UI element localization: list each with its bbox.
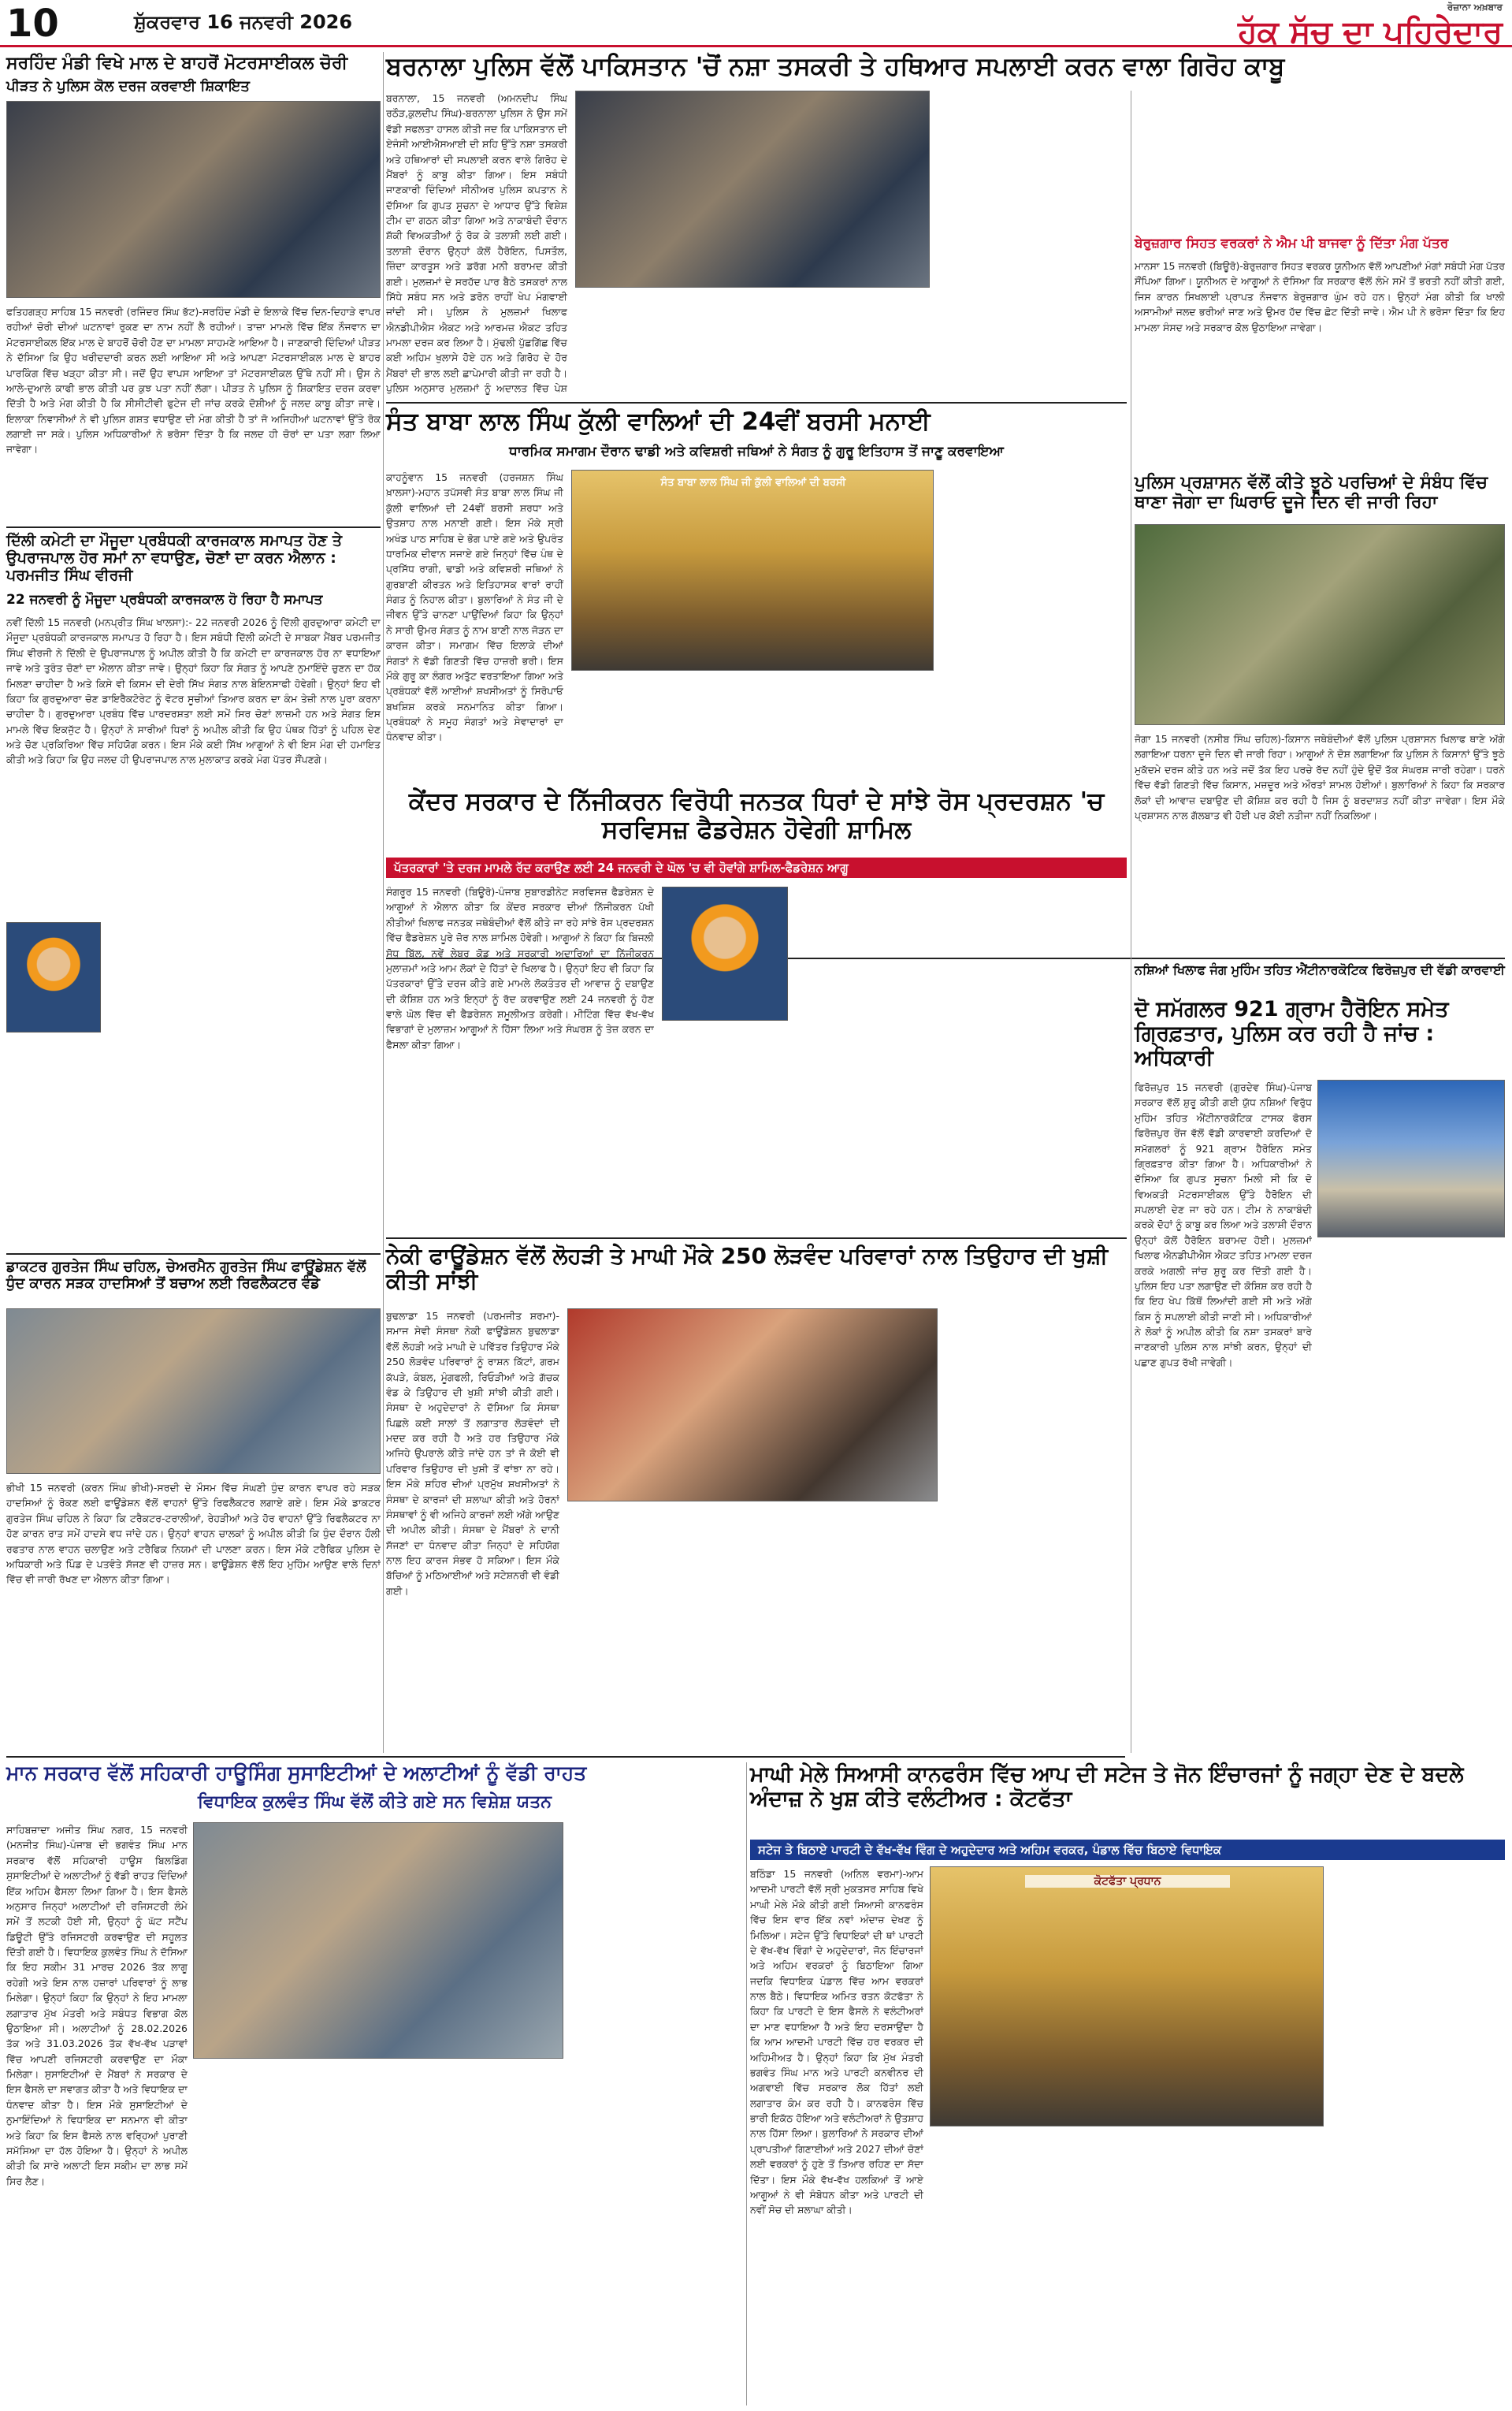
body-heroin-cont: [1317, 1244, 1505, 1748]
subhead-barsi: ਧਾਰਮਿਕ ਸਮਾਗਮ ਦੌਰਾਨ ਢਾਡੀ ਅਤੇ ਕਵਿਸ਼ਰੀ ਜਥਿਆਂ ਨੇ ਸੰਗਤ ਨੂੰ ਗੁਰੂ ਇਤਿਹਾਸ ਤੋਂ ਜਾਣੂ ਕਰਵਾਇਆ: [509, 444, 1004, 460]
headline-housing: ਮਾਨ ਸਰਕਾਰ ਵੱਲੋਂ ਸਹਿਕਾਰੀ ਹਾਊਸਿੰਗ ਸੁਸਾਇਟੀਆਂ ਦੇ ਅਲਾਟੀਆਂ ਨੂੰ ਵੱਡੀ ਰਾਹਤ: [6, 1762, 587, 1784]
photo-police-press: [6, 101, 381, 298]
photo-protest-crowd: [1135, 524, 1505, 725]
logo-text: ਹੱਕ ਸੱਚ ਦਾ ਪਹਿਰੇਦਾਰ: [1238, 13, 1503, 50]
page-number: 10: [6, 2, 59, 46]
body-barnala-cont2: [938, 91, 1127, 398]
photo-lohri-distribution: [567, 1308, 938, 1501]
headline-reflectors: ਡਾਕਟਰ ਗੁਰਤੇਜ ਸਿੰਘ ਚਹਿਲ, ਚੇਅਰਮੈਨ ਗੁਰਤੇਜ ਸਿੰਘ ਫਾਊਂਡੇਸ਼ਨ ਵੱਲੋਂ ਧੁੰਦ ਕਾਰਨ ਸੜਕ ਹਾਦਸਿਆਂ ਤੋਂ ਬਚਾਅ ਲਈ ਰਿਫਲੈਕਟਰ ਵੰਡੇ: [6, 1259, 366, 1292]
subhead-motorcycle: ਪੀੜਤ ਨੇ ਪੁਲਿਸ ਕੋਲ ਦਰਜ ਕਰਵਾਈ ਸ਼ਿਕਾਇਤ: [6, 78, 250, 95]
band-maghi: ਸਟੇਜ ਤੇ ਬਿਠਾਏ ਪਾਰਟੀ ਦੇ ਵੱਖ-ਵੱਖ ਵਿੰਗ ਦੇ ਅਹੁਦੇਦਾਰ ਅਤੇ ਅਹਿਮ ਵਰਕਰ, ਪੰਡਾਲ ਵਿੱਚ ਬਿਠਾਏ ਵਿਧਾਇਕ: [750, 1840, 1505, 1860]
stage-banner-text: ਸੰਤ ਬਾਬਾ ਲਾਲ ਸਿੰਘ ਜੀ ਕੁੱਲੀ ਵਾਲਿਆਂ ਦੀ ਬਰਸੀ: [660, 477, 846, 489]
body-barnala-cont3: [1135, 91, 1505, 233]
body-barsi-cont2: [942, 470, 1127, 781]
body-reflectors: ਭੀਖੀ 15 ਜਨਵਰੀ (ਕਰਨ ਸਿੰਘ ਭੀਖੀ)-ਸਰਦੀ ਦੇ ਮੌਸਮ ਵਿੱਚ ਸੰਘਣੀ ਧੁੰਦ ਕਾਰਨ ਵਾਪਰ ਰਹੇ ਸੜਕ ਹਾਦਸਿਆਂ ਨੂੰ ਰੋਕਣ ਲਈ ਫਾਊਂਡੇਸ਼ਨ ਵੱਲੋਂ ਵਾਹਨਾਂ ਉੱਤੇ ਰਿਫਲੈਕਟਰ ਲਗਾਏ ਗਏ। ਇਸ ਮੌਕੇ ਡਾਕਟਰ ਗੁਰਤੇਜ ਸਿੰਘ ਚਹਿਲ ਨੇ ਕਿਹਾ ਕਿ ਟਰੈਕਟਰ-ਟਰਾਲੀਆਂ, ਰੇਹੜੀਆਂ ਅਤੇ ਹੋਰ ਵਾਹਨਾਂ ਉੱਤੇ ਰਿਫਲੈਕਟਰ ਨਾ ਹੋਣ ਕਾਰਨ ਰਾਤ ਸਮੇਂ ਹਾਦਸੇ ਵਧ ਜਾਂਦੇ ਹਨ। ਉਨ੍ਹਾਂ ਵਾਹਨ ਚਾਲਕਾਂ ਨੂੰ ਅਪੀਲ ਕੀਤੀ ਕਿ ਧੁੰਦ ਦੌਰਾਨ ਹੌਲੀ ਰਫਤਾਰ ਨਾਲ ਵਾਹਨ ਚਲਾਉਣ ਅਤੇ ਟਰੈਫਿਕ ਨਿਯਮਾਂ ਦੀ ਪਾਲਣਾ ਕਰਨ। ਇਸ ਮੌਕੇ ਟਰੈਫਿਕ ਪੁਲਿਸ ਦੇ ਅਧਿਕਾਰੀ ਅਤੇ ਪਿੰਡ ਦੇ ਪਤਵੰਤੇ ਸੱਜਣ ਵੀ ਹਾਜ਼ਰ ਸਨ। ਫਾਊਂਡੇਸ਼ਨ ਵੱਲੋਂ ਇਹ ਮੁਹਿੰਮ ਆਉਣ ਵਾਲੇ ਦਿਨਾਂ ਵਿੱਚ ਵੀ ਜਾਰੀ ਰੱਖਣ ਦਾ ਐਲਾਨ ਕੀਤਾ ਗਿਆ।: [6, 1482, 381, 1586]
body-protest: ਜੋਗਾ 15 ਜਨਵਰੀ (ਨਸੀਬ ਸਿੰਘ ਚਹਿਲ)-ਕਿਸਾਨ ਜਥੇਬੰਦੀਆਂ ਵੱਲੋਂ ਪੁਲਿਸ ਪ੍ਰਸ਼ਾਸਨ ਖਿਲਾਫ ਥਾਣੇ ਅੱਗੇ ਲਗਾਇਆ ਧਰਨਾ ਦੂਜੇ ਦਿਨ ਵੀ ਜਾਰੀ ਰਿਹਾ। ਆਗੂਆਂ ਨੇ ਦੋਸ਼ ਲਗਾਇਆ ਕਿ ਪੁਲਿਸ ਨੇ ਕਿਸਾਨਾਂ ਉੱਤੇ ਝੂਠੇ ਮੁਕੱਦਮੇ ਦਰਜ ਕੀਤੇ ਹਨ ਅਤੇ ਜਦੋਂ ਤੱਕ ਇਹ ਪਰਚੇ ਰੱਦ ਨਹੀਂ ਹੁੰਦੇ ਉਦੋਂ ਤੱਕ ਸੰਘਰਸ਼ ਜਾਰੀ ਰਹੇਗਾ। ਧਰਨੇ ਵਿੱਚ ਵੱਡੀ ਗਿਣਤੀ ਵਿੱਚ ਕਿਸਾਨ, ਮਜ਼ਦੂਰ ਅਤੇ ਔਰਤਾਂ ਸ਼ਾਮਲ ਹੋਈਆਂ। ਬੁਲਾਰਿਆਂ ਨੇ ਕਿਹਾ ਕਿ ਸਰਕਾਰ ਲੋਕਾਂ ਦੀ ਆਵਾਜ਼ ਦਬਾਉਣ ਦੀ ਕੋਸ਼ਿਸ਼ ਕਰ ਰਹੀ ਹੈ ਜਿਸ ਨੂੰ ਬਰਦਾਸ਼ਤ ਨਹੀਂ ਕੀਤਾ ਜਾਵੇਗਾ। ਇਸ ਮੌਕੇ ਪ੍ਰਸ਼ਾਸਨ ਨਾਲ ਗੱਲਬਾਤ ਵੀ ਹੋਈ ਪਰ ਕੋਈ ਨਤੀਜਾ ਨਹੀਂ ਨਿਕਲਿਆ।: [1135, 733, 1505, 821]
body-delhi-cont: [107, 922, 381, 1245]
logo-tagline: ਰੋਜ਼ਾਨਾ ਅਖ਼ਬਾਰ: [1447, 2, 1503, 13]
photo-banner-text: ਕੋਟਫੱਤਾ ਪ੍ਰਧਾਨ: [1025, 1875, 1230, 1888]
headline-maghi: ਮਾਘੀ ਮੇਲੇ ਸਿਆਸੀ ਕਾਨਫਰੰਸ ਵਿੱਚ ਆਪ ਦੀ ਸਟੇਜ ਤੇ ਜੋਨ ਇੰਚਾਰਜਾਂ ਨੂੰ ਜਗ੍ਹਾ ਦੇਣ ਦੇ ਬਦਲੇ ਅੰਦਾਜ਼ ਨੇ ਖੁਸ਼ ਕੀਤੇ ਵਲੰਟੀਅਰ : ਕੋਟਫੱਤਾ: [750, 1762, 1464, 1812]
newspaper-logo: [1238, 2, 1503, 50]
body-privatization-cont: [796, 884, 1127, 1231]
body-health-workers: ਮਾਨਸਾ 15 ਜਨਵਰੀ (ਬਿਊਰੋ)-ਬੇਰੁਜ਼ਗਾਰ ਸਿਹਤ ਵਰਕਰ ਯੂਨੀਅਨ ਵੱਲੋਂ ਆਪਣੀਆਂ ਮੰਗਾਂ ਸਬੰਧੀ ਮੰਗ ਪੱਤਰ ਸੌਂਪਿਆ ਗਿਆ। ਯੂਨੀਅਨ ਦੇ ਆਗੂਆਂ ਨੇ ਦੱਸਿਆ ਕਿ ਸਰਕਾਰ ਵੱਲੋਂ ਲੰਮੇ ਸਮੇਂ ਤੋਂ ਭਰਤੀ ਨਹੀਂ ਕੀਤੀ ਗਈ, ਜਿਸ ਕਾਰਨ ਸਿਖਲਾਈ ਪ੍ਰਾਪਤ ਨੌਜਵਾਨ ਬੇਰੁਜ਼ਗਾਰ ਘੁੰਮ ਰਹੇ ਹਨ। ਉਨ੍ਹਾਂ ਮੰਗ ਕੀਤੀ ਕਿ ਖਾਲੀ ਅਸਾਮੀਆਂ ਜਲਦ ਭਰੀਆਂ ਜਾਣ ਅਤੇ ਉਮਰ ਹੱਦ ਵਿੱਚ ਛੋਟ ਦਿੱਤੀ ਜਾਵੇ। ਐਮ ਪੀ ਨੇ ਭਰੋਸਾ ਦਿੱਤਾ ਕਿ ਇਹ ਮਾਮਲਾ ਸੰਸਦ ਅਤੇ ਸਰਕਾਰ ਕੋਲ ਉਠਾਇਆ ਜਾਵੇਗਾ।: [1135, 260, 1505, 333]
body-lohri-cont2: [945, 1308, 1127, 1750]
body-privatization: ਸੰਗਰੂਰ 15 ਜਨਵਰੀ (ਬਿਊਰੋ)-ਪੰਜਾਬ ਸੁਬਾਰਡੀਨੇਟ ਸਰਵਿਸਜ਼ ਫੈਡਰੇਸ਼ਨ ਦੇ ਆਗੂਆਂ ਨੇ ਐਲਾਨ ਕੀਤਾ ਕਿ ਕੇਂਦਰ ਸਰਕਾਰ ਦੀਆਂ ਨਿੱਜੀਕਰਨ ਪੱਖੀ ਨੀਤੀਆਂ ਖਿਲਾਫ ਜਨਤਕ ਜਥੇਬੰਦੀਆਂ ਵੱਲੋਂ ਕੀਤੇ ਜਾ ਰਹੇ ਸਾਂਝੇ ਰੋਸ ਪ੍ਰਦਰਸ਼ਨ ਵਿੱਚ ਫੈਡਰੇਸ਼ਨ ਪੂਰੇ ਜ਼ੋਰ ਨਾਲ ਸ਼ਾਮਿਲ ਹੋਵੇਗੀ। ਆਗੂਆਂ ਨੇ ਕਿਹਾ ਕਿ ਬਿਜਲੀ ਸੋਧ ਬਿੱਲ, ਨਵੇਂ ਲੇਬਰ ਕੋਡ ਅਤੇ ਸਰਕਾਰੀ ਅਦਾਰਿਆਂ ਦਾ ਨਿੱਜੀਕਰਨ ਮੁਲਾਜ਼ਮਾਂ ਅਤੇ ਆਮ ਲੋਕਾਂ ਦੇ ਹਿੱਤਾਂ ਦੇ ਖਿਲਾਫ ਹੈ। ਉਨ੍ਹਾਂ ਇਹ ਵੀ ਕਿਹਾ ਕਿ ਪੱਤਰਕਾਰਾਂ ਉੱਤੇ ਦਰਜ ਕੀਤੇ ਗਏ ਮਾਮਲੇ ਲੋਕਤੰਤਰ ਦੀ ਆਵਾਜ਼ ਨੂੰ ਦਬਾਉਣ ਦੀ ਕੋਸ਼ਿਸ਼ ਹਨ ਅਤੇ ਇਨ੍ਹਾਂ ਨੂੰ ਰੱਦ ਕਰਵਾਉਣ ਲਈ 24 ਜਨਵਰੀ ਨੂੰ ਹੋਣ ਵਾਲੇ ਘੋਲ ਵਿੱਚ ਵੀ ਫੈਡਰੇਸ਼ਨ ਸ਼ਮੂਲੀਅਤ ਕਰੇਗੀ। ਮੀਟਿੰਗ ਵਿੱਚ ਵੱਖ-ਵੱਖ ਵਿਭਾਗਾਂ ਦੇ ਮੁਲਾਜ਼ਮ ਆਗੂਆਂ ਨੇ ਹਿੱਸਾ ਲਿਆ ਅਤੇ ਸੰਘਰਸ਼ ਨੂੰ ਤੇਜ਼ ਕਰਨ ਦਾ ਫੈਸਲਾ ਕੀਤਾ ਗਿਆ।: [386, 886, 654, 1051]
body-maghi-cont: [930, 2132, 1324, 2405]
headline-health-workers: ਬੇਰੁਜ਼ਗਾਰ ਸਿਹਤ ਵਰਕਰਾਂ ਨੇ ਐਮ ਪੀ ਬਾਜਵਾ ਨੂੰ ਦਿੱਤਾ ਮੰਗ ਪੱਤਰ: [1135, 236, 1449, 251]
body-barsi-cont: [571, 676, 934, 781]
photo-heroin-arrest: [1317, 1080, 1505, 1237]
body-delhi: ਨਵੀਂ ਦਿੱਲੀ 15 ਜਨਵਰੀ (ਮਨਪ੍ਰੀਤ ਸਿੰਘ ਖਾਲਸਾ):- 22 ਜਨਵਰੀ 2026 ਨੂੰ ਦਿੱਲੀ ਗੁਰਦੁਆਰਾ ਕਮੇਟੀ ਦਾ ਮੌਜੂਦਾ ਪ੍ਰਬੰਧਕੀ ਕਾਰਜਕਾਲ ਸਮਾਪਤ ਹੋ ਰਿਹਾ ਹੈ। ਇਸ ਸਬੰਧੀ ਦਿੱਲੀ ਕਮੇਟੀ ਦੇ ਸਾਬਕਾ ਮੈਂਬਰ ਪਰਮਜੀਤ ਸਿੰਘ ਵੀਰਜੀ ਨੇ ਦਿੱਲੀ ਦੇ ਉਪਰਾਜਪਾਲ ਨੂੰ ਅਪੀਲ ਕੀਤੀ ਹੈ ਕਿ ਕਮੇਟੀ ਦਾ ਕਾਰਜਕਾਲ ਹੋਰ ਨਾ ਵਧਾਇਆ ਜਾਵੇ ਅਤੇ ਤੁਰੰਤ ਚੋਣਾਂ ਦਾ ਐਲਾਨ ਕੀਤਾ ਜਾਵੇ। ਉਨ੍ਹਾਂ ਕਿਹਾ ਕਿ ਸੰਗਤ ਨੂੰ ਆਪਣੇ ਨੁਮਾਇੰਦੇ ਚੁਣਨ ਦਾ ਹੱਕ ਮਿਲਣਾ ਚਾਹੀਦਾ ਹੈ ਅਤੇ ਕਿਸੇ ਵੀ ਕਿਸਮ ਦੀ ਦੇਰੀ ਸਿੱਖ ਸੰਗਤ ਨਾਲ ਬੇਇਨਸਾਫੀ ਹੋਵੇਗੀ। ਉਨ੍ਹਾਂ ਇਹ ਵੀ ਕਿਹਾ ਕਿ ਗੁਰਦੁਆਰਾ ਚੋਣ ਡਾਇਰੈਕਟੋਰੇਟ ਨੂੰ ਵੋਟਰ ਸੂਚੀਆਂ ਤਿਆਰ ਕਰਨ ਦਾ ਕੰਮ ਤੇਜ਼ੀ ਨਾਲ ਪੂਰਾ ਕਰਨਾ ਚਾਹੀਦਾ ਹੈ। ਗੁਰਦੁਆਰਾ ਪ੍ਰਬੰਧ ਵਿੱਚ ਪਾਰਦਰਸ਼ਤਾ ਲਈ ਸਮੇਂ ਸਿਰ ਚੋਣਾਂ ਲਾਜ਼ਮੀ ਹਨ ਅਤੇ ਸੰਗਤ ਇਸ ਮਾਮਲੇ ਵਿੱਚ ਇਕਜੁੱਟ ਹੈ। ਉਨ੍ਹਾਂ ਨੇ ਸਾਰੀਆਂ ਧਿਰਾਂ ਨੂੰ ਅਪੀਲ ਕੀਤੀ ਕਿ ਉਹ ਪੰਥਕ ਹਿੱਤਾਂ ਨੂੰ ਪਹਿਲ ਦੇਣ ਅਤੇ ਚੋਣ ਪ੍ਰਕਿਰਿਆ ਵਿੱਚ ਸਹਿਯੋਗ ਕਰਨ। ਇਸ ਮੌਕੇ ਕਈ ਸਿੱਖ ਆਗੂਆਂ ਨੇ ਵੀ ਇਸ ਮੰਗ ਦੀ ਹਮਾਇਤ ਕੀਤੀ ਅਤੇ ਕਿਹਾ ਕਿ ਉਹ ਜਲਦ ਹੀ ਉਪਰਾਜਪਾਲ ਨਾਲ ਮੁਲਾਕਾਤ ਕਰਕੇ ਮੰਗ ਪੱਤਰ ਸੌਂਪਣਗੇ।: [6, 616, 381, 766]
body-maghi: ਬਠਿੰਡਾ 15 ਜਨਵਰੀ (ਅਨਿਲ ਵਰਮਾ)-ਆਮ ਆਦਮੀ ਪਾਰਟੀ ਵੱਲੋਂ ਸ੍ਰੀ ਮੁਕਤਸਰ ਸਾਹਿਬ ਵਿਖੇ ਮਾਘੀ ਮੇਲੇ ਮੌਕੇ ਕੀਤੀ ਗਈ ਸਿਆਸੀ ਕਾਨਫਰੰਸ ਵਿੱਚ ਇਸ ਵਾਰ ਇੱਕ ਨਵਾਂ ਅੰਦਾਜ਼ ਦੇਖਣ ਨੂੰ ਮਿਲਿਆ। ਸਟੇਜ ਉੱਤੇ ਵਿਧਾਇਕਾਂ ਦੀ ਥਾਂ ਪਾਰਟੀ ਦੇ ਵੱਖ-ਵੱਖ ਵਿੰਗਾਂ ਦੇ ਅਹੁਦੇਦਾਰਾਂ, ਜੋਨ ਇੰਚਾਰਜਾਂ ਅਤੇ ਅਹਿਮ ਵਰਕਰਾਂ ਨੂੰ ਬਿਠਾਇਆ ਗਿਆ ਜਦਕਿ ਵਿਧਾਇਕ ਪੰਡਾਲ ਵਿੱਚ ਆਮ ਵਰਕਰਾਂ ਨਾਲ ਬੈਠੇ। ਵਿਧਾਇਕ ਅਮਿਤ ਰਤਨ ਕੋਟਫੱਤਾ ਨੇ ਕਿਹਾ ਕਿ ਪਾਰਟੀ ਦੇ ਇਸ ਫੈਸਲੇ ਨੇ ਵਲੰਟੀਅਰਾਂ ਦਾ ਮਾਣ ਵਧਾਇਆ ਹੈ ਅਤੇ ਇਹ ਦਰਸਾਉਂਦਾ ਹੈ ਕਿ ਆਮ ਆਦਮੀ ਪਾਰਟੀ ਵਿੱਚ ਹਰ ਵਰਕਰ ਦੀ ਅਹਿਮੀਅਤ ਹੈ। ਉਨ੍ਹਾਂ ਕਿਹਾ ਕਿ ਮੁੱਖ ਮੰਤਰੀ ਭਗਵੰਤ ਸਿੰਘ ਮਾਨ ਅਤੇ ਪਾਰਟੀ ਕਨਵੀਨਰ ਦੀ ਅਗਵਾਈ ਵਿੱਚ ਸਰਕਾਰ ਲੋਕ ਹਿੱਤਾਂ ਲਈ ਲਗਾਤਾਰ ਕੰਮ ਕਰ ਰਹੀ ਹੈ। ਕਾਨਫਰੰਸ ਵਿੱਚ ਭਾਰੀ ਇਕੱਠ ਹੋਇਆ ਅਤੇ ਵਲੰਟੀਅਰਾਂ ਨੇ ਉਤਸ਼ਾਹ ਨਾਲ ਹਿੱਸਾ ਲਿਆ। ਬੁਲਾਰਿਆਂ ਨੇ ਸਰਕਾਰ ਦੀਆਂ ਪ੍ਰਾਪਤੀਆਂ ਗਿਣਾਈਆਂ ਅਤੇ 2027 ਦੀਆਂ ਚੋਣਾਂ ਲਈ ਵਰਕਰਾਂ ਨੂੰ ਹੁਣੇ ਤੋਂ ਤਿਆਰ ਰਹਿਣ ਦਾ ਸੱਦਾ ਦਿੱਤਾ। ਇਸ ਮੌਕੇ ਵੱਖ-ਵੱਖ ਹਲਕਿਆਂ ਤੋਂ ਆਏ ਆਗੂਆਂ ਨੇ ਵੀ ਸੰਬੋਧਨ ਕੀਤਾ ਅਤੇ ਪਾਰਟੀ ਦੀ ਨਵੀਂ ਸੋਚ ਦੀ ਸ਼ਲਾਘਾ ਕੀਤੀ।: [750, 1868, 923, 2216]
photo-barsi-stage: [571, 470, 934, 671]
photo-portrait-virji: [6, 922, 101, 1032]
body-heroin: ਫਿਰੋਜ਼ਪੁਰ 15 ਜਨਵਰੀ (ਗੁਰਦੇਵ ਸਿੰਘ)-ਪੰਜਾਬ ਸਰਕਾਰ ਵੱਲੋਂ ਸ਼ੁਰੂ ਕੀਤੀ ਗਈ ਯੁੱਧ ਨਸ਼ਿਆਂ ਵਿਰੁੱਧ ਮੁਹਿੰਮ ਤਹਿਤ ਐਂਟੀਨਾਰਕੋਟਿਕ ਟਾਸਕ ਫੋਰਸ ਫਿਰੋਜ਼ਪੁਰ ਰੇਂਜ ਵੱਲੋਂ ਵੱਡੀ ਕਾਰਵਾਈ ਕਰਦਿਆਂ ਦੋ ਸਮੱਗਲਰਾਂ ਨੂੰ 921 ਗ੍ਰਾਮ ਹੈਰੋਇਨ ਸਮੇਤ ਗ੍ਰਿਫ਼ਤਾਰ ਕੀਤਾ ਗਿਆ ਹੈ। ਅਧਿਕਾਰੀਆਂ ਨੇ ਦੱਸਿਆ ਕਿ ਗੁਪਤ ਸੂਚਨਾ ਮਿਲੀ ਸੀ ਕਿ ਦੋ ਵਿਅਕਤੀ ਮੋਟਰਸਾਈਕਲ ਉੱਤੇ ਹੈਰੋਇਨ ਦੀ ਸਪਲਾਈ ਦੇਣ ਜਾ ਰਹੇ ਹਨ। ਟੀਮ ਨੇ ਨਾਕਾਬੰਦੀ ਕਰਕੇ ਦੋਹਾਂ ਨੂੰ ਕਾਬੂ ਕਰ ਲਿਆ ਅਤੇ ਤਲਾਸ਼ੀ ਦੌਰਾਨ ਉਨ੍ਹਾਂ ਕੋਲੋਂ ਹੈਰੋਇਨ ਬਰਾਮਦ ਹੋਈ। ਮੁਲਜ਼ਮਾਂ ਖਿਲਾਫ ਐਨਡੀਪੀਐਸ ਐਕਟ ਤਹਿਤ ਮਾਮਲਾ ਦਰਜ ਕਰਕੇ ਅਗਲੀ ਜਾਂਚ ਸ਼ੁਰੂ ਕਰ ਦਿੱਤੀ ਗਈ ਹੈ। ਪੁਲਿਸ ਇਹ ਪਤਾ ਲਗਾਉਣ ਦੀ ਕੋਸ਼ਿਸ਼ ਕਰ ਰਹੀ ਹੈ ਕਿ ਇਹ ਖੇਪ ਕਿੱਥੋਂ ਲਿਆਂਦੀ ਗਈ ਸੀ ਅਤੇ ਅੱਗੇ ਕਿਸ ਨੂੰ ਸਪਲਾਈ ਕੀਤੀ ਜਾਣੀ ਸੀ। ਅਧਿਕਾਰੀਆਂ ਨੇ ਲੋਕਾਂ ਨੂੰ ਅਪੀਲ ਕੀਤੀ ਕਿ ਨਸ਼ਾ ਤਸਕਰਾਂ ਬਾਰੇ ਜਾਣਕਾਰੀ ਪੁਲਿਸ ਨਾਲ ਸਾਂਝੀ ਕਰਨ, ਉਨ੍ਹਾਂ ਦੀ ਪਛਾਣ ਗੁਪਤ ਰੱਖੀ ਜਾਵੇਗੀ।: [1135, 1081, 1312, 1368]
photo-housing-group: [193, 1822, 563, 2059]
photo-maghi-stage: [930, 1866, 1324, 2126]
body-housing-cont: [193, 2065, 563, 2405]
body-motorcycle: ਫਤਿਹਗੜ੍ਹ ਸਾਹਿਬ 15 ਜਨਵਰੀ (ਰਜਿੰਦਰ ਸਿੰਘ ਭੱਟ)-ਸਰਹਿੰਦ ਮੰਡੀ ਦੇ ਇਲਾਕੇ ਵਿੱਚ ਦਿਨ-ਦਿਹਾੜੇ ਵਾਪਰ ਰਹੀਆਂ ਚੋਰੀ ਦੀਆਂ ਘਟਨਾਵਾਂ ਰੁਕਣ ਦਾ ਨਾਮ ਨਹੀਂ ਲੈ ਰਹੀਆਂ। ਤਾਜ਼ਾ ਮਾਮਲੇ ਵਿੱਚ ਇੱਕ ਨੌਜਵਾਨ ਦਾ ਮੋਟਰਸਾਈਕਲ ਇੱਕ ਮਾਲ ਦੇ ਬਾਹਰੋਂ ਚੋਰੀ ਹੋਣ ਦਾ ਮਾਮਲਾ ਸਾਹਮਣੇ ਆਇਆ ਹੈ। ਜਾਣਕਾਰੀ ਦਿੰਦਿਆਂ ਪੀੜਤ ਨੇ ਦੱਸਿਆ ਕਿ ਉਹ ਖਰੀਦਦਾਰੀ ਕਰਨ ਲਈ ਆਇਆ ਸੀ ਅਤੇ ਆਪਣਾ ਮੋਟਰਸਾਈਕਲ ਮਾਲ ਦੇ ਬਾਹਰ ਪਾਰਕਿੰਗ ਵਿੱਚ ਖੜ੍ਹਾ ਕੀਤਾ ਸੀ। ਜਦੋਂ ਉਹ ਵਾਪਸ ਆਇਆ ਤਾਂ ਮੋਟਰਸਾਈਕਲ ਉੱਥੇ ਨਹੀਂ ਸੀ। ਉਸ ਨੇ ਆਲੇ-ਦੁਆਲੇ ਕਾਫੀ ਭਾਲ ਕੀਤੀ ਪਰ ਕੁਝ ਪਤਾ ਨਹੀਂ ਲੱਗਾ। ਪੀੜਤ ਨੇ ਪੁਲਿਸ ਨੂੰ ਸ਼ਿਕਾਇਤ ਦਰਜ ਕਰਵਾ ਦਿੱਤੀ ਹੈ ਅਤੇ ਮੰਗ ਕੀਤੀ ਹੈ ਕਿ ਸੀਸੀਟੀਵੀ ਫੁਟੇਜ ਦੀ ਜਾਂਚ ਕਰਕੇ ਦੋਸ਼ੀਆਂ ਨੂੰ ਜਲਦ ਕਾਬੂ ਕੀਤਾ ਜਾਵੇ। ਇਲਾਕਾ ਨਿਵਾਸੀਆਂ ਨੇ ਵੀ ਪੁਲਿਸ ਗਸ਼ਤ ਵਧਾਉਣ ਦੀ ਮੰਗ ਕੀਤੀ ਹੈ ਤਾਂ ਜੋ ਅਜਿਹੀਆਂ ਘਟਨਾਵਾਂ ਉੱਤੇ ਰੋਕ ਲਗਾਈ ਜਾ ਸਕੇ। ਪੁਲਿਸ ਅਧਿਕਾਰੀਆਂ ਨੇ ਭਰੋਸਾ ਦਿੱਤਾ ਹੈ ਕਿ ਜਲਦ ਹੀ ਚੋਰਾਂ ਦਾ ਪਤਾ ਲਗਾ ਲਿਆ ਜਾਵੇਗਾ।: [6, 306, 381, 456]
headline-barnala: ਬਰਨਾਲਾ ਪੁਲਿਸ ਵੱਲੋਂ ਪਾਕਿਸਤਾਨ 'ਚੋਂ ਨਸ਼ਾ ਤਸਕਰੀ ਤੇ ਹਥਿਆਰ ਸਪਲਾਈ ਕਰਨ ਵਾਲਾ ਗਿਰੋਹ ਕਾਬੂ: [386, 51, 1285, 81]
body-housing-cont2: [569, 1822, 743, 2405]
column-rule: [746, 1762, 747, 2405]
body-maghi-cont2: [1330, 1866, 1505, 2405]
photo-federation-leader: [662, 887, 788, 1021]
divider: [6, 1253, 381, 1255]
subhead-housing: ਵਿਧਾਇਕ ਕੁਲਵੰਤ ਸਿੰਘ ਵੱਲੋਂ ਕੀਤੇ ਗਏ ਸਨ ਵਿਸ਼ੇਸ਼ ਯਤਨ: [197, 1792, 552, 1812]
headline-privatization: ਕੇਂਦਰ ਸਰਕਾਰ ਦੇ ਨਿੱਜੀਕਰਨ ਵਿਰੋਧੀ ਜਨਤਕ ਧਿਰਾਂ ਦੇ ਸਾਂਝੇ ਰੋਸ ਪ੍ਰਦਰਸ਼ਨ 'ਚ ਸਰਵਿਸਜ਼ ਫੈਡਰੇਸ਼ਨ ਹੋਵੇਗੀ ਸ਼ਾਮਿਲ: [408, 787, 1105, 844]
divider: [6, 1756, 1125, 1758]
headline-heroin: ਦੋ ਸਮੱਗਲਰ 921 ਗ੍ਰਾਮ ਹੈਰੋਇਨ ਸਮੇਤ ਗ੍ਰਿਫ਼ਤਾਰ, ਪੁਲਿਸ ਕਰ ਰਹੀ ਹੈ ਜਾਂਚ : ਅਧਿਕਾਰੀ: [1135, 997, 1449, 1071]
body-lohri-cont: [567, 1507, 938, 1750]
body-barnala-cont: [575, 293, 930, 400]
divider: [386, 402, 1127, 404]
body-housing: ਸਾਹਿਬਜ਼ਾਦਾ ਅਜੀਤ ਸਿੰਘ ਨਗਰ, 15 ਜਨਵਰੀ (ਮਨਜੀਤ ਸਿੰਘ)-ਪੰਜਾਬ ਦੀ ਭਗਵੰਤ ਸਿੰਘ ਮਾਨ ਸਰਕਾਰ ਵੱਲੋਂ ਸਹਿਕਾਰੀ ਹਾਊਸ ਬਿਲਡਿੰਗ ਸੁਸਾਇਟੀਆਂ ਦੇ ਅਲਾਟੀਆਂ ਨੂੰ ਵੱਡੀ ਰਾਹਤ ਦਿੰਦਿਆਂ ਇੱਕ ਅਹਿਮ ਫੈਸਲਾ ਲਿਆ ਗਿਆ ਹੈ। ਇਸ ਫੈਸਲੇ ਅਨੁਸਾਰ ਜਿਨ੍ਹਾਂ ਅਲਾਟੀਆਂ ਦੀ ਰਜਿਸਟਰੀ ਲੰਮੇ ਸਮੇਂ ਤੋਂ ਲਟਕੀ ਹੋਈ ਸੀ, ਉਨ੍ਹਾਂ ਨੂੰ ਘੱਟ ਸਟੈਂਪ ਡਿਊਟੀ ਉੱਤੇ ਰਜਿਸਟਰੀ ਕਰਵਾਉਣ ਦੀ ਸਹੂਲਤ ਦਿੱਤੀ ਗਈ ਹੈ। ਵਿਧਾਇਕ ਕੁਲਵੰਤ ਸਿੰਘ ਨੇ ਦੱਸਿਆ ਕਿ ਇਹ ਸਕੀਮ 31 ਮਾਰਚ 2026 ਤੱਕ ਲਾਗੂ ਰਹੇਗੀ ਅਤੇ ਇਸ ਨਾਲ ਹਜ਼ਾਰਾਂ ਪਰਿਵਾਰਾਂ ਨੂੰ ਲਾਭ ਮਿਲੇਗਾ। ਉਨ੍ਹਾਂ ਕਿਹਾ ਕਿ ਉਨ੍ਹਾਂ ਨੇ ਇਹ ਮਾਮਲਾ ਲਗਾਤਾਰ ਮੁੱਖ ਮੰਤਰੀ ਅਤੇ ਸਬੰਧਤ ਵਿਭਾਗ ਕੋਲ ਉਠਾਇਆ ਸੀ। ਅਲਾਟੀਆਂ ਨੂੰ 28.02.2026 ਤੱਕ ਅਤੇ 31.03.2026 ਤੱਕ ਵੱਖ-ਵੱਖ ਪੜਾਵਾਂ ਵਿੱਚ ਆਪਣੀ ਰਜਿਸਟਰੀ ਕਰਵਾਉਣ ਦਾ ਮੌਕਾ ਮਿਲੇਗਾ। ਸੁਸਾਇਟੀਆਂ ਦੇ ਮੈਂਬਰਾਂ ਨੇ ਸਰਕਾਰ ਦੇ ਇਸ ਫੈਸਲੇ ਦਾ ਸਵਾਗਤ ਕੀਤਾ ਹੈ ਅਤੇ ਵਿਧਾਇਕ ਦਾ ਧੰਨਵਾਦ ਕੀਤਾ ਹੈ। ਇਸ ਮੌਕੇ ਸੁਸਾਇਟੀਆਂ ਦੇ ਨੁਮਾਇੰਦਿਆਂ ਨੇ ਵਿਧਾਇਕ ਦਾ ਸਨਮਾਨ ਵੀ ਕੀਤਾ ਅਤੇ ਕਿਹਾ ਕਿ ਇਸ ਫੈਸਲੇ ਨਾਲ ਵਰ੍ਹਿਆਂ ਪੁਰਾਣੀ ਸਮੱਸਿਆ ਦਾ ਹੱਲ ਹੋਇਆ ਹੈ। ਉਨ੍ਹਾਂ ਨੇ ਅਪੀਲ ਕੀਤੀ ਕਿ ਸਾਰੇ ਅਲਾਟੀ ਇਸ ਸਕੀਮ ਦਾ ਲਾਭ ਸਮੇਂ ਸਿਰ ਲੈਣ।: [6, 1824, 188, 2187]
headline-protest: ਪੁਲਿਸ ਪ੍ਰਸ਼ਾਸਨ ਵੱਲੋਂ ਕੀਤੇ ਝੂਠੇ ਪਰਚਿਆਂ ਦੇ ਸੰਬੰਧ ਵਿੱਚ ਥਾਣਾ ਜੋਗਾ ਦਾ ਘਿਰਾਓ ਦੂਜੇ ਦਿਨ ਵੀ ਜਾਰੀ ਰਿਹਾ: [1135, 473, 1488, 513]
kicker-heroin: ਨਸ਼ਿਆਂ ਖਿਲਾਫ ਜੰਗ ਮੁਹਿੰਮ ਤਹਿਤ ਐਂਟੀਨਾਰਕੋਟਿਕ ਫਿਰੋਜ਼ਪੁਰ ਦੀ ਵੱਡੀ ਕਾਰਵਾਈ: [1135, 962, 1505, 977]
divider: [6, 526, 381, 528]
headline-barsi: ਸੰਤ ਬਾਬਾ ਲਾਲ ਸਿੰਘ ਕੁੱਲੀ ਵਾਲਿਆਂ ਦੀ 24ਵੀਂ ਬਰਸੀ ਮਨਾਈ: [386, 407, 931, 436]
photo-barnala-police: [575, 91, 930, 288]
subhead-delhi: 22 ਜਨਵਰੀ ਨੂੰ ਮੌਜੂਦਾ ਪ੍ਰਬੰਧਕੀ ਕਾਰਜਕਾਲ ਹੋ ਰਿਹਾ ਹੈ ਸਮਾਪਤ: [6, 592, 323, 608]
body-barnala: ਬਰਨਾਲਾ, 15 ਜਨਵਰੀ (ਅਮਨਦੀਪ ਸਿੰਘ ਰਠੌੜ,ਕੁਲਦੀਪ ਸਿੰਘ)-ਬਰਨਾਲਾ ਪੁਲਿਸ ਨੇ ਉਸ ਸਮੇਂ ਵੱਡੀ ਸਫਲਤਾ ਹਾਸਲ ਕੀਤੀ ਜਦ ਕਿ ਪਾਕਿਸਤਾਨ ਦੀ ਏਜੰਸੀ ਆਈਐਸਆਈ ਦੀ ਸ਼ਹਿ ਉੱਤੇ ਨਸ਼ਾ ਤਸਕਰੀ ਅਤੇ ਹਥਿਆਰਾਂ ਦੀ ਸਪਲਾਈ ਕਰਨ ਵਾਲੇ ਗਿਰੋਹ ਦੇ ਮੈਂਬਰਾਂ ਨੂੰ ਕਾਬੂ ਕੀਤਾ ਗਿਆ। ਇਸ ਸਬੰਧੀ ਜਾਣਕਾਰੀ ਦਿੰਦਿਆਂ ਸੀਨੀਅਰ ਪੁਲਿਸ ਕਪਤਾਨ ਨੇ ਦੱਸਿਆ ਕਿ ਗੁਪਤ ਸੂਚਨਾ ਦੇ ਆਧਾਰ ਉੱਤੇ ਵਿਸ਼ੇਸ਼ ਟੀਮ ਦਾ ਗਠਨ ਕੀਤਾ ਗਿਆ ਅਤੇ ਨਾਕਾਬੰਦੀ ਦੌਰਾਨ ਸ਼ੱਕੀ ਵਿਅਕਤੀਆਂ ਨੂੰ ਰੋਕ ਕੇ ਤਲਾਸ਼ੀ ਲਈ ਗਈ। ਤਲਾਸ਼ੀ ਦੌਰਾਨ ਉਨ੍ਹਾਂ ਕੋਲੋਂ ਹੈਰੋਇਨ, ਪਿਸਤੌਲ, ਜ਼ਿੰਦਾ ਕਾਰਤੂਸ ਅਤੇ ਡਰੱਗ ਮਨੀ ਬਰਾਮਦ ਕੀਤੀ ਗਈ। ਮੁਲਜ਼ਮਾਂ ਦੇ ਸਰਹੱਦ ਪਾਰ ਬੈਠੇ ਤਸਕਰਾਂ ਨਾਲ ਸਿੱਧੇ ਸਬੰਧ ਸਨ ਅਤੇ ਡਰੋਨ ਰਾਹੀਂ ਖੇਪ ਮੰਗਵਾਈ ਜਾਂਦੀ ਸੀ। ਪੁਲਿਸ ਨੇ ਮੁਲਜ਼ਮਾਂ ਖਿਲਾਫ ਐਨਡੀਪੀਐਸ ਐਕਟ ਅਤੇ ਆਰਮਜ਼ ਐਕਟ ਤਹਿਤ ਮਾਮਲਾ ਦਰਜ ਕਰ ਲਿਆ ਹੈ। ਮੁੱਢਲੀ ਪੁੱਛਗਿੱਛ ਵਿੱਚ ਕਈ ਅਹਿਮ ਖੁਲਾਸੇ ਹੋਏ ਹਨ ਅਤੇ ਗਿਰੋਹ ਦੇ ਹੋਰ ਮੈਂਬਰਾਂ ਦੀ ਭਾਲ ਲਈ ਛਾਪੇਮਾਰੀ ਕੀਤੀ ਜਾ ਰਹੀ ਹੈ। ਪੁਲਿਸ ਅਨੁਸਾਰ ਮੁਲਜ਼ਮਾਂ ਨੂੰ ਅਦਾਲਤ ਵਿੱਚ ਪੇਸ਼: [386, 92, 567, 395]
headline-delhi: ਦਿੱਲੀ ਕਮੇਟੀ ਦਾ ਮੌਜੂਦਾ ਪ੍ਰਬੰਧਕੀ ਕਾਰਜਕਾਲ ਸਮਾਪਤ ਹੋਣ ਤੇ ਉਪਰਾਜਪਾਲ ਹੋਰ ਸਮਾਂ ਨਾ ਵਧਾਉਣ, ਚੋਣਾਂ ਦਾ ਕਰਨ ਐਲਾਨ : ਪਰਮਜੀਤ ਸਿੰਘ ਵੀਰਜੀ: [6, 532, 343, 584]
body-lohri: ਬੁਢਲਾਡਾ 15 ਜਨਵਰੀ (ਪਰਮਜੀਤ ਸ਼ਰਮਾ)-ਸਮਾਜ ਸੇਵੀ ਸੰਸਥਾ ਨੇਕੀ ਫਾਊਂਡੇਸ਼ਨ ਬੁਢਲਾਡਾ ਵੱਲੋਂ ਲੋਹੜੀ ਅਤੇ ਮਾਘੀ ਦੇ ਪਵਿੱਤਰ ਤਿਉਹਾਰ ਮੌਕੇ 250 ਲੋੜਵੰਦ ਪਰਿਵਾਰਾਂ ਨੂੰ ਰਾਸ਼ਨ ਕਿੱਟਾਂ, ਗਰਮ ਕੱਪੜੇ, ਕੰਬਲ, ਮੂੰਗਫਲੀ, ਰਿਓੜੀਆਂ ਅਤੇ ਗੱਚਕ ਵੰਡ ਕੇ ਤਿਉਹਾਰ ਦੀ ਖੁਸ਼ੀ ਸਾਂਝੀ ਕੀਤੀ ਗਈ। ਸੰਸਥਾ ਦੇ ਅਹੁਦੇਦਾਰਾਂ ਨੇ ਦੱਸਿਆ ਕਿ ਸੰਸਥਾ ਪਿਛਲੇ ਕਈ ਸਾਲਾਂ ਤੋਂ ਲਗਾਤਾਰ ਲੋੜਵੰਦਾਂ ਦੀ ਮਦਦ ਕਰ ਰਹੀ ਹੈ ਅਤੇ ਹਰ ਤਿਉਹਾਰ ਮੌਕੇ ਅਜਿਹੇ ਉਪਰਾਲੇ ਕੀਤੇ ਜਾਂਦੇ ਹਨ ਤਾਂ ਜੋ ਕੋਈ ਵੀ ਪਰਿਵਾਰ ਤਿਉਹਾਰ ਦੀ ਖੁਸ਼ੀ ਤੋਂ ਵਾਂਝਾ ਨਾ ਰਹੇ। ਇਸ ਮੌਕੇ ਸ਼ਹਿਰ ਦੀਆਂ ਪ੍ਰਮੁੱਖ ਸ਼ਖਸੀਅਤਾਂ ਨੇ ਸੰਸਥਾ ਦੇ ਕਾਰਜਾਂ ਦੀ ਸ਼ਲਾਘਾ ਕੀਤੀ ਅਤੇ ਹੋਰਨਾਂ ਸੰਸਥਾਵਾਂ ਨੂੰ ਵੀ ਅਜਿਹੇ ਕਾਰਜਾਂ ਲਈ ਅੱਗੇ ਆਉਣ ਦੀ ਅਪੀਲ ਕੀਤੀ। ਸੰਸਥਾ ਦੇ ਮੈਂਬਰਾਂ ਨੇ ਦਾਨੀ ਸੱਜਣਾਂ ਦਾ ਧੰਨਵਾਦ ਕੀਤਾ ਜਿਨ੍ਹਾਂ ਦੇ ਸਹਿਯੋਗ ਨਾਲ ਇਹ ਕਾਰਜ ਸੰਭਵ ਹੋ ਸਕਿਆ। ਇਸ ਮੌਕੇ ਬੱਚਿਆਂ ਨੂੰ ਮਠਿਆਈਆਂ ਅਤੇ ਸਟੇਸ਼ਨਰੀ ਵੀ ਵੰਡੀ ਗਈ।: [386, 1310, 559, 1597]
headline-lohri: ਨੇਕੀ ਫਾਊਂਡੇਸ਼ਨ ਵੱਲੋਂ ਲੋਹੜੀ ਤੇ ਮਾਘੀ ਮੌਕੇ 250 ਲੋੜਵੰਦ ਪਰਿਵਾਰਾਂ ਨਾਲ ਤਿਉਹਾਰ ਦੀ ਖੁਸ਼ੀ ਕੀਤੀ ਸਾਂਝੀ: [386, 1243, 1109, 1295]
edition-date: ਸ਼ੁੱਕਰਵਾਰ 16 ਜਨਵਰੀ 2026: [134, 11, 353, 33]
divider: [386, 1237, 1127, 1239]
band-privatization: ਪੱਤਰਕਾਰਾਂ 'ਤੇ ਦਰਜ ਮਾਮਲੇ ਰੱਦ ਕਰਾਉਣ ਲਈ 24 ਜਨਵਰੀ ਦੇ ਘੋਲ 'ਚ ਵੀ ਹੋਵਾਂਗੇ ਸ਼ਾਮਿਲ-ਫੈਡਰੇਸ਼ਨ ਆਗੂ: [386, 858, 1127, 878]
headline-motorcycle: ਸਰਹਿੰਦ ਮੰਡੀ ਵਿਖੇ ਮਾਲ ਦੇ ਬਾਹਰੋਂ ਮੋਟਰਸਾਈਕਲ ਚੋਰੀ: [6, 54, 348, 73]
column-rule: [383, 52, 384, 1753]
body-barsi: ਕਾਹਨੂੰਵਾਨ 15 ਜਨਵਰੀ (ਹਰਜਸ਼ਨ ਸਿੰਘ ਖ਼ਾਲਸਾ)-ਮਹਾਨ ਤਪੱਸਵੀ ਸੰਤ ਬਾਬਾ ਲਾਲ ਸਿੰਘ ਜੀ ਕੁੱਲੀ ਵਾਲਿਆਂ ਦੀ 24ਵੀਂ ਬਰਸੀ ਸ਼ਰਧਾ ਅਤੇ ਉਤਸ਼ਾਹ ਨਾਲ ਮਨਾਈ ਗਈ। ਇਸ ਮੌਕੇ ਸ੍ਰੀ ਅਖੰਡ ਪਾਠ ਸਾਹਿਬ ਦੇ ਭੋਗ ਪਾਏ ਗਏ ਅਤੇ ਉਪਰੰਤ ਧਾਰਮਿਕ ਦੀਵਾਨ ਸਜਾਏ ਗਏ ਜਿਨ੍ਹਾਂ ਵਿੱਚ ਪੰਥ ਦੇ ਪ੍ਰਸਿੱਧ ਰਾਗੀ, ਢਾਡੀ ਅਤੇ ਕਵਿਸ਼ਰੀ ਜਥਿਆਂ ਨੇ ਗੁਰਬਾਣੀ ਕੀਰਤਨ ਅਤੇ ਇਤਿਹਾਸਕ ਵਾਰਾਂ ਰਾਹੀਂ ਸੰਗਤ ਨੂੰ ਨਿਹਾਲ ਕੀਤਾ। ਬੁਲਾਰਿਆਂ ਨੇ ਸੰਤ ਜੀ ਦੇ ਜੀਵਨ ਉੱਤੇ ਚਾਨਣਾ ਪਾਉਂਦਿਆਂ ਕਿਹਾ ਕਿ ਉਨ੍ਹਾਂ ਨੇ ਸਾਰੀ ਉਮਰ ਸੰਗਤ ਨੂੰ ਨਾਮ ਬਾਣੀ ਨਾਲ ਜੋੜਨ ਦਾ ਕਾਰਜ ਕੀਤਾ। ਸਮਾਗਮ ਵਿੱਚ ਇਲਾਕੇ ਦੀਆਂ ਸੰਗਤਾਂ ਨੇ ਵੱਡੀ ਗਿਣਤੀ ਵਿੱਚ ਹਾਜ਼ਰੀ ਭਰੀ। ਇਸ ਮੌਕੇ ਗੁਰੂ ਕਾ ਲੰਗਰ ਅਤੁੱਟ ਵਰਤਾਇਆ ਗਿਆ ਅਤੇ ਪ੍ਰਬੰਧਕਾਂ ਵੱਲੋਂ ਆਈਆਂ ਸ਼ਖਸੀਅਤਾਂ ਨੂੰ ਸਿਰੋਪਾਓ ਬਖਸ਼ਿਸ਼ ਕਰਕੇ ਸਨਮਾਨਿਤ ਕੀਤਾ ਗਿਆ। ਪ੍ਰਬੰਧਕਾਂ ਨੇ ਸਮੂਹ ਸੰਗਤਾਂ ਅਤੇ ਸੇਵਾਦਾਰਾਂ ਦਾ ਧੰਨਵਾਦ ਕੀਤਾ।: [386, 471, 563, 743]
masthead: [0, 0, 1512, 50]
photo-reflector-event: [6, 1308, 381, 1474]
